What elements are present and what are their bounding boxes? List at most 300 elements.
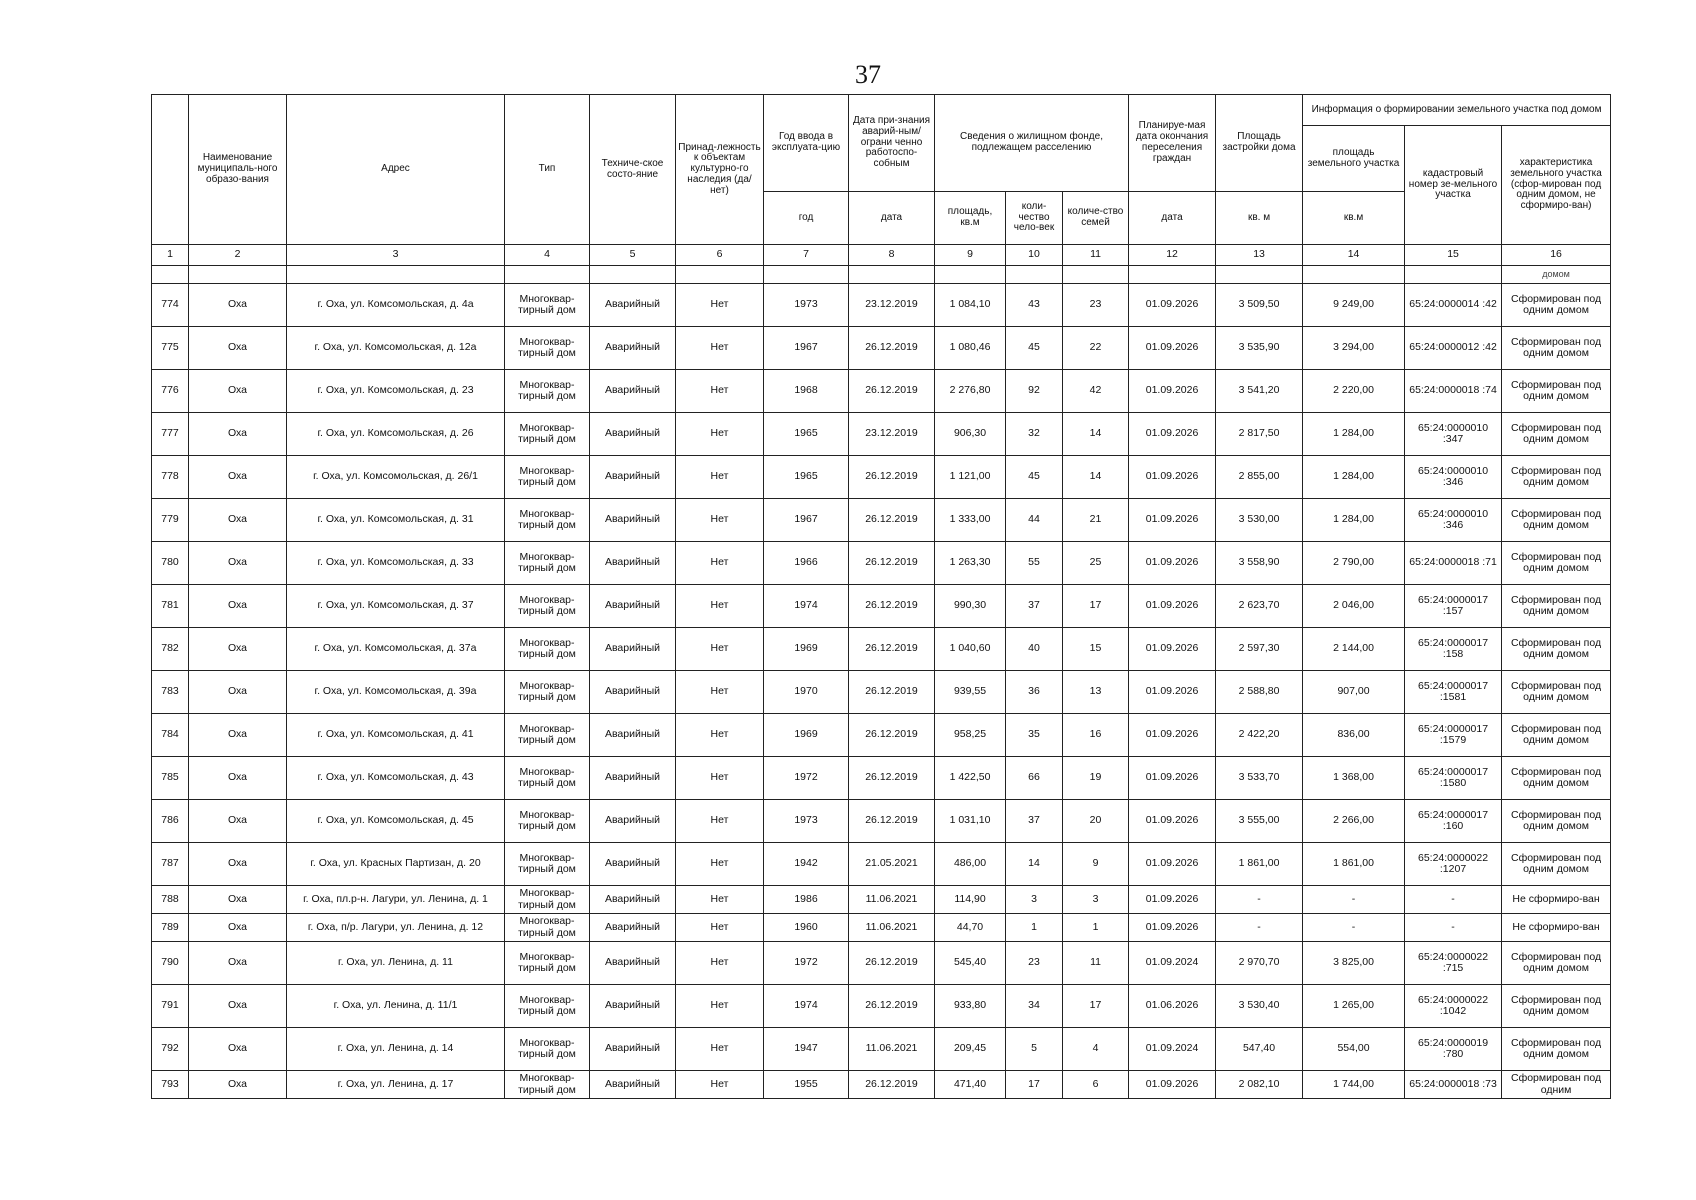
table-row: [152, 413, 1611, 456]
cadastral-cell: -: [1405, 886, 1502, 914]
housing-area-cell: 933,80: [935, 985, 1006, 1028]
year-cell: 1972: [764, 757, 849, 800]
type-cell: Многоквар-тирный дом: [505, 985, 590, 1028]
year-cell: 1965: [764, 456, 849, 499]
families-cell: 14: [1063, 456, 1129, 499]
condition-cell: Аварийный: [590, 456, 676, 499]
condition-cell: Аварийный: [590, 886, 676, 914]
table-row: [152, 1071, 1611, 1099]
building-area-cell: 2 588,80: [1216, 671, 1303, 714]
row-number: 781: [152, 585, 189, 628]
building-area-cell: 2 623,70: [1216, 585, 1303, 628]
building-area-cell: 3 533,70: [1216, 757, 1303, 800]
address-cell: г. Оха, ул. Ленина, д. 11: [287, 942, 505, 985]
condition-cell: Аварийный: [590, 585, 676, 628]
heritage-cell: Нет: [676, 942, 764, 985]
planned-date-cell: 01.09.2026: [1129, 284, 1216, 327]
address-cell: г. Оха, ул. Ленина, д. 11/1: [287, 985, 505, 1028]
municipality-cell: Оха: [189, 499, 287, 542]
housing-area-cell: 1 084,10: [935, 284, 1006, 327]
table-row: [152, 942, 1611, 985]
planned-date-cell: 01.09.2026: [1129, 628, 1216, 671]
planned-date-cell: 01.09.2026: [1129, 585, 1216, 628]
address-cell: г. Оха, ул. Комсомольская, д. 39а: [287, 671, 505, 714]
land-area-cell: 1 744,00: [1303, 1071, 1405, 1099]
page-number: 37: [855, 60, 881, 89]
building-area-cell: -: [1216, 914, 1303, 942]
heritage-cell: Нет: [676, 456, 764, 499]
municipality-cell: Оха: [189, 413, 287, 456]
type-cell: Многоквар-тирный дом: [505, 714, 590, 757]
municipality-cell: Оха: [189, 1071, 287, 1099]
header-year-sub: год: [764, 192, 849, 245]
families-cell: 11: [1063, 942, 1129, 985]
building-area-cell: 3 558,90: [1216, 542, 1303, 585]
year-cell: 1955: [764, 1071, 849, 1099]
land-area-cell: 2 144,00: [1303, 628, 1405, 671]
municipality-cell: Оха: [189, 1028, 287, 1071]
table-row: [152, 284, 1611, 327]
type-cell: Многоквар-тирный дом: [505, 886, 590, 914]
cadastral-cell: 65:24:0000019 :780: [1405, 1028, 1502, 1071]
date-cell: 26.12.2019: [849, 585, 935, 628]
table-header: [152, 95, 1611, 245]
header-planned-group: Планируе-мая дата окончания переселения граждан: [1129, 95, 1216, 192]
column-number: 14: [1303, 245, 1405, 266]
cadastral-cell: 65:24:0000018 :73: [1405, 1071, 1502, 1099]
planned-date-cell: 01.09.2026: [1129, 800, 1216, 843]
land-area-cell: 1 368,00: [1303, 757, 1405, 800]
address-cell: г. Оха, ул. Комсомольская, д. 4а: [287, 284, 505, 327]
header-date-sub: дата: [849, 192, 935, 245]
heritage-cell: Нет: [676, 1071, 764, 1099]
row-number: 785: [152, 757, 189, 800]
building-area-cell: 3 509,50: [1216, 284, 1303, 327]
families-cell: 22: [1063, 327, 1129, 370]
table-row: [152, 757, 1611, 800]
date-cell: 26.12.2019: [849, 327, 935, 370]
row-number: 780: [152, 542, 189, 585]
land-char-cell: Сформирован под одним домом: [1502, 542, 1611, 585]
municipality-cell: Оха: [189, 585, 287, 628]
row-number: 792: [152, 1028, 189, 1071]
table-row: [152, 628, 1611, 671]
carryover-text: домом: [1502, 266, 1611, 284]
building-area-cell: 2 082,10: [1216, 1071, 1303, 1099]
land-char-cell: Сформирован под одним домом: [1502, 456, 1611, 499]
year-cell: 1974: [764, 585, 849, 628]
condition-cell: Аварийный: [590, 413, 676, 456]
date-cell: 26.12.2019: [849, 942, 935, 985]
municipality-cell: Оха: [189, 671, 287, 714]
land-area-cell: 1 284,00: [1303, 413, 1405, 456]
date-cell: 26.12.2019: [849, 499, 935, 542]
families-cell: 17: [1063, 585, 1129, 628]
header-year-group: Год ввода в эксплуата-цию: [764, 95, 849, 192]
heritage-cell: Нет: [676, 499, 764, 542]
municipality-cell: Оха: [189, 456, 287, 499]
cadastral-cell: 65:24:0000017 :1581: [1405, 671, 1502, 714]
cadastral-cell: 65:24:0000022 :1207: [1405, 843, 1502, 886]
type-cell: Многоквар-тирный дом: [505, 284, 590, 327]
cadastral-cell: -: [1405, 914, 1502, 942]
building-area-cell: 2 855,00: [1216, 456, 1303, 499]
condition-cell: Аварийный: [590, 327, 676, 370]
heritage-cell: Нет: [676, 757, 764, 800]
header-municipality: Наименование муниципаль-ного образо-вания: [189, 95, 287, 245]
year-cell: 1960: [764, 914, 849, 942]
building-area-cell: 2 817,50: [1216, 413, 1303, 456]
housing-area-cell: 1 121,00: [935, 456, 1006, 499]
date-cell: 26.12.2019: [849, 542, 935, 585]
condition-cell: Аварийный: [590, 370, 676, 413]
year-cell: 1966: [764, 542, 849, 585]
table-row: [152, 800, 1611, 843]
planned-date-cell: 01.09.2026: [1129, 370, 1216, 413]
people-cell: 32: [1006, 413, 1063, 456]
planned-date-cell: 01.09.2026: [1129, 843, 1216, 886]
people-cell: 17: [1006, 1071, 1063, 1099]
heritage-cell: Нет: [676, 585, 764, 628]
column-number: 16: [1502, 245, 1611, 266]
condition-cell: Аварийный: [590, 914, 676, 942]
planned-date-cell: 01.09.2026: [1129, 542, 1216, 585]
address-cell: г. Оха, п/р. Лагури, ул. Ленина, д. 12: [287, 914, 505, 942]
column-number: 8: [849, 245, 935, 266]
housing-area-cell: 114,90: [935, 886, 1006, 914]
year-cell: 1942: [764, 843, 849, 886]
header-housing-families: количе-ство семей: [1063, 192, 1129, 245]
type-cell: Многоквар-тирный дом: [505, 370, 590, 413]
row-number: 779: [152, 499, 189, 542]
planned-date-cell: 01.09.2026: [1129, 914, 1216, 942]
cadastral-cell: 65:24:0000012 :42: [1405, 327, 1502, 370]
land-area-cell: 9 249,00: [1303, 284, 1405, 327]
land-area-cell: 907,00: [1303, 671, 1405, 714]
date-cell: 11.06.2021: [849, 1028, 935, 1071]
address-cell: г. Оха, ул. Ленина, д. 14: [287, 1028, 505, 1071]
land-area-cell: 554,00: [1303, 1028, 1405, 1071]
year-cell: 1973: [764, 284, 849, 327]
header-col1: [152, 95, 189, 245]
date-cell: 26.12.2019: [849, 370, 935, 413]
people-cell: 55: [1006, 542, 1063, 585]
land-area-cell: -: [1303, 886, 1405, 914]
address-cell: г. Оха, ул. Ленина, д. 17: [287, 1071, 505, 1099]
land-char-cell: Сформирован под одним домом: [1502, 714, 1611, 757]
land-char-cell: Сформирован под одним домом: [1502, 843, 1611, 886]
type-cell: Многоквар-тирный дом: [505, 942, 590, 985]
building-area-cell: 3 555,00: [1216, 800, 1303, 843]
row-number: 787: [152, 843, 189, 886]
building-area-cell: 547,40: [1216, 1028, 1303, 1071]
people-cell: 34: [1006, 985, 1063, 1028]
housing-area-cell: 545,40: [935, 942, 1006, 985]
year-cell: 1974: [764, 985, 849, 1028]
address-cell: г. Оха, ул. Комсомольская, д. 23: [287, 370, 505, 413]
building-area-cell: 3 530,40: [1216, 985, 1303, 1028]
land-char-cell: Сформирован под одним: [1502, 1071, 1611, 1099]
header-housing-area: площадь, кв.м: [935, 192, 1006, 245]
planned-date-cell: 01.06.2026: [1129, 985, 1216, 1028]
date-cell: 23.12.2019: [849, 284, 935, 327]
housing-area-cell: 471,40: [935, 1071, 1006, 1099]
people-cell: 3: [1006, 886, 1063, 914]
people-cell: 40: [1006, 628, 1063, 671]
people-cell: 35: [1006, 714, 1063, 757]
address-cell: г. Оха, пл.р-н. Лагури, ул. Ленина, д. 1: [287, 886, 505, 914]
row-number: 791: [152, 985, 189, 1028]
people-cell: 43: [1006, 284, 1063, 327]
row-number: 775: [152, 327, 189, 370]
cadastral-cell: 65:24:0000017 :157: [1405, 585, 1502, 628]
land-char-cell: Сформирован под одним домом: [1502, 985, 1611, 1028]
heritage-cell: Нет: [676, 1028, 764, 1071]
column-number: 13: [1216, 245, 1303, 266]
date-cell: 26.12.2019: [849, 714, 935, 757]
land-area-cell: 2 790,00: [1303, 542, 1405, 585]
date-cell: 11.06.2021: [849, 886, 935, 914]
row-number: 793: [152, 1071, 189, 1099]
table-row: [152, 714, 1611, 757]
row-number: 790: [152, 942, 189, 985]
header-heritage: Принад-лежность к объектам культурно-го наследия (да/нет): [676, 95, 764, 245]
people-cell: 92: [1006, 370, 1063, 413]
heritage-cell: Нет: [676, 914, 764, 942]
header-housing-people: коли-чество чело-век: [1006, 192, 1063, 245]
address-cell: г. Оха, ул. Комсомольская, д. 31: [287, 499, 505, 542]
year-cell: 1969: [764, 628, 849, 671]
row-number: 778: [152, 456, 189, 499]
type-cell: Многоквар-тирный дом: [505, 757, 590, 800]
land-char-cell: Сформирован под одним домом: [1502, 413, 1611, 456]
date-cell: 26.12.2019: [849, 671, 935, 714]
building-area-cell: 1 861,00: [1216, 843, 1303, 886]
people-cell: 45: [1006, 456, 1063, 499]
municipality-cell: Оха: [189, 914, 287, 942]
condition-cell: Аварийный: [590, 1028, 676, 1071]
housing-register-table: [151, 94, 1611, 1099]
families-cell: 3: [1063, 886, 1129, 914]
housing-area-cell: 1 422,50: [935, 757, 1006, 800]
header-planned-sub: дата: [1129, 192, 1216, 245]
year-cell: 1967: [764, 327, 849, 370]
cadastral-cell: 65:24:0000014 :42: [1405, 284, 1502, 327]
land-area-cell: 2 046,00: [1303, 585, 1405, 628]
municipality-cell: Оха: [189, 284, 287, 327]
heritage-cell: Нет: [676, 671, 764, 714]
column-number: 7: [764, 245, 849, 266]
condition-cell: Аварийный: [590, 284, 676, 327]
date-cell: 11.06.2021: [849, 914, 935, 942]
planned-date-cell: 01.09.2026: [1129, 413, 1216, 456]
row-number: 789: [152, 914, 189, 942]
date-cell: 26.12.2019: [849, 985, 935, 1028]
column-number: 1: [152, 245, 189, 266]
land-char-cell: Не сформиро-ван: [1502, 914, 1611, 942]
table-body: [152, 245, 1611, 1099]
date-cell: 26.12.2019: [849, 456, 935, 499]
heritage-cell: Нет: [676, 628, 764, 671]
land-char-cell: Сформирован под одним домом: [1502, 671, 1611, 714]
land-area-cell: 2 220,00: [1303, 370, 1405, 413]
type-cell: Многоквар-тирный дом: [505, 914, 590, 942]
type-cell: Многоквар-тирный дом: [505, 1028, 590, 1071]
heritage-cell: Нет: [676, 370, 764, 413]
building-area-cell: 3 530,00: [1216, 499, 1303, 542]
type-cell: Многоквар-тирный дом: [505, 327, 590, 370]
condition-cell: Аварийный: [590, 757, 676, 800]
planned-date-cell: 01.09.2026: [1129, 456, 1216, 499]
heritage-cell: Нет: [676, 800, 764, 843]
address-cell: г. Оха, ул. Комсомольская, д. 26/1: [287, 456, 505, 499]
land-area-cell: 1 861,00: [1303, 843, 1405, 886]
people-cell: 37: [1006, 800, 1063, 843]
row-number: 782: [152, 628, 189, 671]
table-row: [152, 843, 1611, 886]
table-row: [152, 886, 1611, 914]
families-cell: 15: [1063, 628, 1129, 671]
families-cell: 4: [1063, 1028, 1129, 1071]
land-char-cell: Сформирован под одним домом: [1502, 757, 1611, 800]
table-row: [152, 499, 1611, 542]
table-row: [152, 370, 1611, 413]
families-cell: 9: [1063, 843, 1129, 886]
building-area-cell: 2 422,20: [1216, 714, 1303, 757]
header-condition: Техниче-ское состо-яние: [590, 95, 676, 245]
type-cell: Многоквар-тирный дом: [505, 1071, 590, 1099]
planned-date-cell: 01.09.2026: [1129, 714, 1216, 757]
header-cadastral: кадастровый номер зе-мельного участка: [1405, 126, 1502, 245]
heritage-cell: Нет: [676, 714, 764, 757]
planned-date-cell: 01.09.2026: [1129, 671, 1216, 714]
planned-date-cell: 01.09.2024: [1129, 1028, 1216, 1071]
land-area-cell: 3 294,00: [1303, 327, 1405, 370]
header-housing-group: Сведения о жилищном фонде, подлежащем расселению: [935, 95, 1129, 192]
planned-date-cell: 01.09.2024: [1129, 942, 1216, 985]
column-number: 15: [1405, 245, 1502, 266]
housing-area-cell: 486,00: [935, 843, 1006, 886]
cadastral-cell: 65:24:0000010 :346: [1405, 456, 1502, 499]
cadastral-cell: 65:24:0000017 :1579: [1405, 714, 1502, 757]
building-area-cell: 2 597,30: [1216, 628, 1303, 671]
table-row: [152, 585, 1611, 628]
header-land-area-sub: кв.м: [1303, 192, 1405, 245]
type-cell: Многоквар-тирный дом: [505, 843, 590, 886]
housing-area-cell: 1 031,10: [935, 800, 1006, 843]
year-cell: 1970: [764, 671, 849, 714]
condition-cell: Аварийный: [590, 499, 676, 542]
municipality-cell: Оха: [189, 800, 287, 843]
type-cell: Многоквар-тирный дом: [505, 800, 590, 843]
families-cell: 6: [1063, 1071, 1129, 1099]
housing-area-cell: 958,25: [935, 714, 1006, 757]
column-number: 2: [189, 245, 287, 266]
address-cell: г. Оха, ул. Комсомольская, д. 33: [287, 542, 505, 585]
type-cell: Многоквар-тирный дом: [505, 628, 590, 671]
row-number: 786: [152, 800, 189, 843]
cadastral-cell: 65:24:0000018 :71: [1405, 542, 1502, 585]
housing-area-cell: 1 040,60: [935, 628, 1006, 671]
cadastral-cell: 65:24:0000022 :1042: [1405, 985, 1502, 1028]
housing-area-cell: 1 333,00: [935, 499, 1006, 542]
header-date-group: Дата при-знания аварий-ным/ограни ченно работоспо-собным: [849, 95, 935, 192]
year-cell: 1969: [764, 714, 849, 757]
cadastral-cell: 65:24:0000017 :160: [1405, 800, 1502, 843]
column-number: 10: [1006, 245, 1063, 266]
column-number: 4: [505, 245, 590, 266]
families-cell: 1: [1063, 914, 1129, 942]
header-land-area-group: площадь земельного участка: [1303, 126, 1405, 192]
type-cell: Многоквар-тирный дом: [505, 413, 590, 456]
land-char-cell: Сформирован под одним домом: [1502, 942, 1611, 985]
year-cell: 1967: [764, 499, 849, 542]
column-number: 9: [935, 245, 1006, 266]
column-number: 11: [1063, 245, 1129, 266]
planned-date-cell: 01.09.2026: [1129, 499, 1216, 542]
address-cell: г. Оха, ул. Комсомольская, д. 26: [287, 413, 505, 456]
header-building-area-group: Площадь застройки дома: [1216, 95, 1303, 192]
carryover-row: [152, 266, 1611, 284]
row-number: 788: [152, 886, 189, 914]
column-number-row: [152, 245, 1611, 266]
type-cell: Многоквар-тирный дом: [505, 585, 590, 628]
table-row: [152, 1028, 1611, 1071]
year-cell: 1972: [764, 942, 849, 985]
building-area-cell: 3 535,90: [1216, 327, 1303, 370]
type-cell: Многоквар-тирный дом: [505, 499, 590, 542]
planned-date-cell: 01.09.2026: [1129, 327, 1216, 370]
row-number: 774: [152, 284, 189, 327]
header-land-group: Информация о формировании земельного участка под домом: [1303, 95, 1611, 126]
date-cell: 26.12.2019: [849, 628, 935, 671]
heritage-cell: Нет: [676, 327, 764, 370]
land-char-cell: Сформирован под одним домом: [1502, 370, 1611, 413]
land-char-cell: Сформирован под одним домом: [1502, 327, 1611, 370]
people-cell: 23: [1006, 942, 1063, 985]
building-area-cell: 3 541,20: [1216, 370, 1303, 413]
year-cell: 1965: [764, 413, 849, 456]
address-cell: г. Оха, ул. Красных Партизан, д. 20: [287, 843, 505, 886]
people-cell: 37: [1006, 585, 1063, 628]
planned-date-cell: 01.09.2026: [1129, 886, 1216, 914]
planned-date-cell: 01.09.2026: [1129, 757, 1216, 800]
housing-area-cell: 44,70: [935, 914, 1006, 942]
people-cell: 36: [1006, 671, 1063, 714]
municipality-cell: Оха: [189, 843, 287, 886]
heritage-cell: Нет: [676, 542, 764, 585]
date-cell: 23.12.2019: [849, 413, 935, 456]
row-number: 777: [152, 413, 189, 456]
condition-cell: Аварийный: [590, 985, 676, 1028]
land-char-cell: Не сформиро-ван: [1502, 886, 1611, 914]
cadastral-cell: 65:24:0000022 :715: [1405, 942, 1502, 985]
cadastral-cell: 65:24:0000010 :347: [1405, 413, 1502, 456]
land-area-cell: 1 284,00: [1303, 456, 1405, 499]
heritage-cell: Нет: [676, 843, 764, 886]
row-number: 776: [152, 370, 189, 413]
year-cell: 1986: [764, 886, 849, 914]
municipality-cell: Оха: [189, 886, 287, 914]
building-area-cell: -: [1216, 886, 1303, 914]
heritage-cell: Нет: [676, 886, 764, 914]
land-area-cell: 1 265,00: [1303, 985, 1405, 1028]
land-char-cell: Сформирован под одним домом: [1502, 284, 1611, 327]
cadastral-cell: 65:24:0000010 :346: [1405, 499, 1502, 542]
land-area-cell: 836,00: [1303, 714, 1405, 757]
year-cell: 1947: [764, 1028, 849, 1071]
housing-area-cell: 2 276,80: [935, 370, 1006, 413]
